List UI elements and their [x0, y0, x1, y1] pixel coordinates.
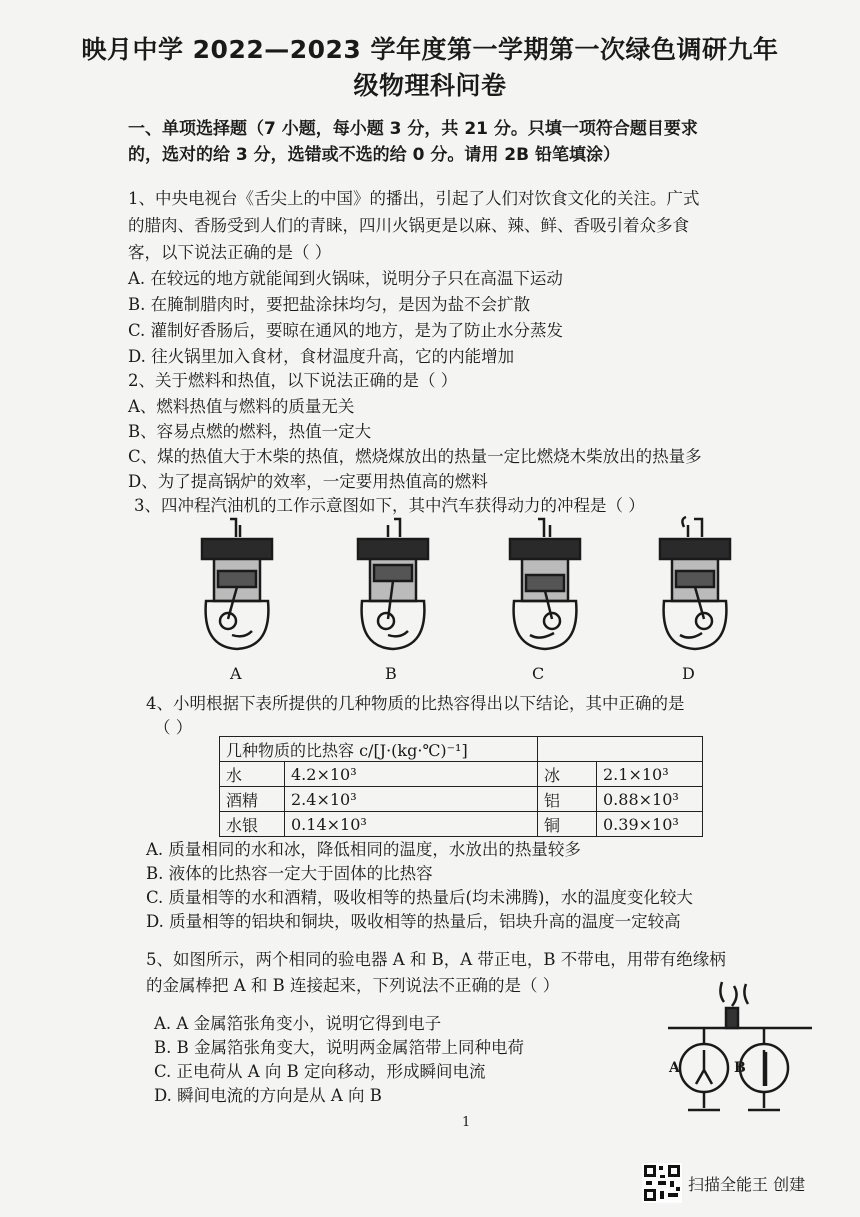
q2-option-d: D、为了提高锅炉的效率，一定要用热值高的燃料 — [128, 472, 488, 491]
scanner-watermark — [642, 1163, 805, 1203]
q1-stem-line-1: 1、中央电视台《舌尖上的中国》的播出，引起了人们对饮食文化的关注。广式 — [128, 189, 700, 208]
page-number: 1 — [462, 1115, 471, 1130]
q2-option-a: A、燃料热值与燃料的质量无关 — [128, 397, 355, 416]
engine-label-a: A — [230, 664, 242, 683]
q4-option-c: C. 质量相等的水和酒精，吸收相等的热量后(均未沸腾)，水的温度变化较大 — [146, 888, 693, 907]
q5-stem-line-2: 的金属棒把 A 和 B 连接起来，下列说法不正确的是（ ） — [146, 976, 560, 995]
q5-option-d: D. 瞬间电流的方向是从 A 向 B — [154, 1086, 382, 1105]
q1-option-b: B. 在腌制腊肉时，要把盐涂抹均匀，是因为盐不会扩散 — [128, 295, 531, 314]
q2-option-b: B、容易点燃的燃料，热值一定大 — [128, 422, 372, 441]
engine-label-c: C — [532, 664, 545, 683]
scanner-credit-text: 扫描全能王 创建 — [688, 1174, 806, 1194]
q4-stem-line-1: 4、小明根据下表所提供的几种物质的比热容得出以下结论，其中正确的是 — [146, 694, 685, 713]
specific-heat-table — [219, 736, 703, 837]
q2-stem: 2、关于燃料和热值，以下说法正确的是（ ） — [128, 371, 458, 390]
q4-option-d: D. 质量相等的铝块和铜块，吸收相等的热量后，铝块升高的温度一定较高 — [146, 912, 681, 931]
q4-option-b: B. 液体的比热容一定大于固体的比热容 — [146, 864, 433, 883]
electroscope-label-b: B — [734, 1060, 746, 1076]
q5-stem-line-1: 5、如图所示，两个相同的验电器 A 和 B，A 带正电，B 不带电，用带有绝缘柄 — [146, 950, 726, 969]
q5-option-b: B. B 金属箔张角变大，说明两金属箔带上同种电荷 — [154, 1038, 524, 1057]
table-row: 酒精 2.4×10³ 铝 0.88×10³ — [220, 787, 703, 812]
q4-stem-line-2: （ ） — [154, 718, 193, 737]
q5-option-a: A. A 金属箔张角变小，说明它得到电子 — [154, 1014, 442, 1033]
electroscope-diagram — [662, 980, 822, 1118]
engine-diagram-b — [348, 515, 438, 655]
engine-diagram-d — [650, 515, 740, 655]
engine-diagram-a — [192, 515, 282, 655]
qr-code-icon — [642, 1163, 682, 1203]
title-line-2: 级物理科问卷 — [353, 71, 507, 100]
engine-label-d: D — [682, 664, 695, 683]
table-row: 水 4.2×10³ 冰 2.1×10³ — [220, 762, 703, 787]
electroscope-label-a: A — [669, 1060, 680, 1076]
q3-stem: 3、四冲程汽油机的工作示意图如下，其中汽车获得动力的冲程是（ ） — [134, 496, 645, 515]
q1-option-a: A. 在较远的地方就能闻到火锅味，说明分子只在高温下运动 — [128, 269, 563, 288]
section-heading-line-1: 一、单项选择题（7 小题，每小题 3 分，共 21 分。只填一项符合题目要求 — [128, 119, 698, 139]
q5-option-c: C. 正电荷从 A 向 B 定向移动，形成瞬间电流 — [154, 1062, 486, 1081]
q1-stem-line-2: 的腊肉、香肠受到人们的青睐，四川火锅更是以麻、辣、鲜、香吸引着众多食 — [128, 216, 689, 235]
q4-option-a: A. 质量相同的水和冰，降低相同的温度，水放出的热量较多 — [146, 840, 581, 859]
q1-option-c: C. 灌制好香肠后，要晾在通风的地方，是为了防止水分蒸发 — [128, 321, 564, 340]
q1-stem-line-3: 客，以下说法正确的是（ ） — [128, 243, 332, 262]
q2-option-c: C、煤的热值大于木柴的热值，燃烧煤放出的热量一定比燃烧木柴放出的热量多 — [128, 447, 702, 466]
table-row: 水银 0.14×10³ 铜 0.39×10³ — [220, 812, 703, 837]
title-line-1: 映月中学 2022—2023 学年度第一学期第一次绿色调研九年 — [81, 35, 779, 64]
engine-label-b: B — [385, 664, 397, 683]
section-heading-line-2: 的，选对的给 3 分，选错或不选的给 0 分。请用 2B 铅笔填涂） — [128, 145, 620, 165]
table-header: 几种物质的比热容 c/[J·(kg·℃)⁻¹] — [220, 737, 538, 762]
q1-option-d: D. 往火锅里加入食材，食材温度升高，它的内能增加 — [128, 347, 515, 366]
engine-diagram-c — [500, 515, 590, 655]
